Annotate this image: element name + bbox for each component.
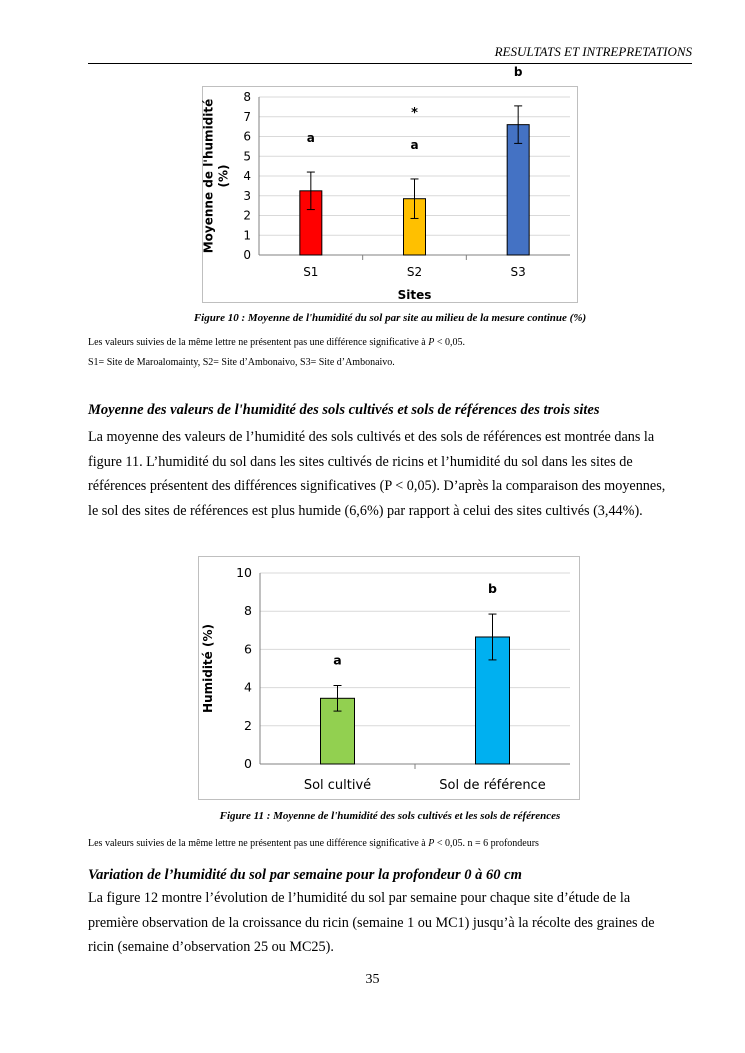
x-tick-label: Sol cultivé — [303, 778, 372, 793]
y-tick-label: 2 — [243, 208, 251, 223]
chart-frame — [199, 557, 580, 800]
y-axis-title: Humidité (%) — [201, 624, 215, 713]
figure-10-site-legend-note: S1= Site de Maroalomainty, S2= Site d’Ambonaivo, S3= Site d’Ambonaivo. — [88, 357, 395, 368]
paragraph-line: références présentent des différences significatives (P < 0,05). D’après la comparaison des moyennes, — [88, 478, 666, 495]
y-tick-label: 7 — [243, 109, 251, 124]
paragraph-line: ricin (semaine d’observation 25 ou MC25). — [88, 939, 334, 956]
y-tick-label: 8 — [244, 603, 252, 619]
x-tick-label: S1 — [303, 265, 319, 279]
figure-10-chart — [201, 64, 578, 303]
y-tick-label: 10 — [236, 565, 252, 580]
x-axis-title: Sites — [397, 288, 432, 302]
y-tick-label: 0 — [243, 248, 251, 262]
x-tick-label: S2 — [406, 265, 423, 279]
figure-10-caption: Figure 10 : Moyenne de l'humidité du sol par site au milieu de la mesure continue (%) — [193, 312, 587, 324]
y-tick-label: 0 — [244, 756, 252, 771]
section-title-soil-humidity-means: Moyenne des valeurs de l'humidité des sols cultivés et sols de références des trois sites — [88, 402, 600, 418]
significance-letter: a — [306, 131, 315, 146]
significance-letter: b — [488, 581, 497, 597]
y-tick-label: 6 — [243, 129, 251, 144]
section-1-paragraph — [88, 425, 692, 523]
y-tick-label: 5 — [243, 149, 251, 164]
y-axis-title: (%) — [216, 164, 231, 188]
paragraph-line: La figure 12 montre l’évolution de l’humidité du sol par semaine pour chaque site d’étude de la — [88, 890, 631, 906]
y-tick-label: 4 — [244, 679, 252, 695]
section-2-paragraph — [88, 886, 692, 960]
figure-11-chart — [198, 556, 580, 800]
y-tick-label: 4 — [243, 169, 251, 183]
significance-letter: b — [513, 64, 523, 79]
y-tick-label: 1 — [243, 228, 251, 243]
running-header: RESULTATS ET INTREPRETATIONS — [494, 44, 692, 59]
page-number: 35 — [365, 972, 380, 987]
y-tick-label: 2 — [244, 717, 252, 733]
paragraph-line: le sol des sites de références est plus humide (6,6%) par rapport à celui des sites cultivés (3,44%). — [88, 502, 643, 519]
figure-11-caption: Figure 11 : Moyenne de l'humidité des sols cultivés et les sols de références — [219, 810, 561, 822]
y-tick-label: 3 — [243, 188, 251, 203]
y-tick-label: 6 — [244, 641, 252, 657]
y-axis-title: Moyenne de l'humidité — [201, 98, 216, 254]
significance-letter: a — [410, 137, 419, 152]
y-tick-label: 8 — [243, 90, 251, 104]
paragraph-line: La moyenne des valeurs de l’humidité des sols cultivés et des sols de références est montrée dans la — [88, 429, 655, 445]
bar — [507, 125, 529, 255]
significance-asterisk: * — [411, 106, 418, 121]
figure-10-significance-note: Les valeurs suivies de la même lettre ne présentent pas une différence significative à P < 0,05. — [88, 337, 465, 348]
header-rule — [88, 63, 692, 64]
x-tick-label: S3 — [510, 265, 526, 279]
paragraph-line: première observation de la croissance du ricin (semaine 1 ou MC1) jusqu’à la récolte des graines de — [88, 914, 655, 931]
significance-letter: a — [333, 652, 342, 668]
x-tick-label: Sol de référence — [439, 778, 546, 793]
figure-11-significance-note: Les valeurs suivies de la même lettre ne présentent pas une différence significative à P < 0,05. n = 6 profondeurs — [88, 838, 539, 849]
section-title-weekly-humidity-variation: Variation de l’humidité du sol par semaine pour la profondeur 0 à 60 cm — [88, 867, 522, 883]
paragraph-line: figure 11. L’humidité du sol dans les sites cultivés de ricins et l’humidité du sol dans les sites de — [88, 453, 633, 470]
